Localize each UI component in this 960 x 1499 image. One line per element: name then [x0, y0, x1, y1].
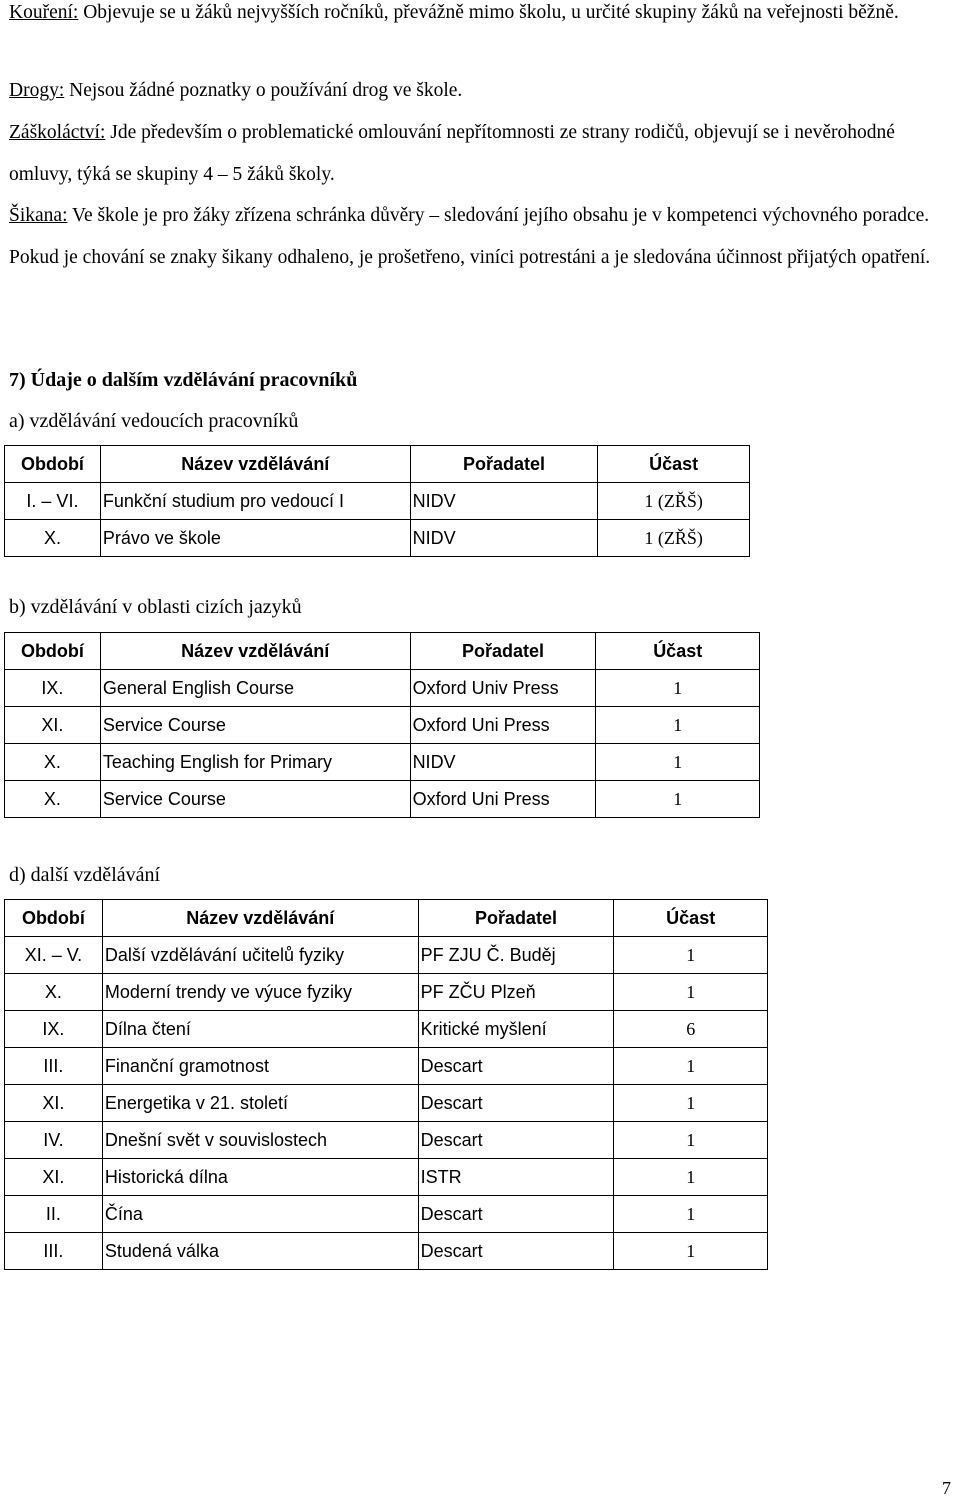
header-period: Období: [5, 446, 101, 483]
label-drogy: Drogy:: [9, 80, 65, 101]
text-zaskolactvi: Jde především o problematické omlouvání nepřítomnosti ze strany rodičů, objevují se i nevěrohodné omluvy, týká se skupiny 4 – 5 žáků školy.: [9, 122, 895, 185]
cell-organizer: Descart: [418, 1233, 614, 1270]
cell-participation: 1: [614, 1085, 768, 1122]
cell-organizer: Kritické myšlení: [418, 1011, 614, 1048]
cell-participation: 6: [614, 1011, 768, 1048]
cell-organizer: NIDV: [410, 483, 598, 520]
table-row: [5, 1196, 768, 1233]
table-row: [5, 1159, 768, 1196]
cell-period: XI.: [5, 707, 101, 744]
header-period: Období: [5, 900, 103, 937]
label-zaskolactvi: Záškoláctví:: [9, 122, 106, 143]
cell-participation: 1: [614, 937, 768, 974]
header-course-name: Název vzdělávání: [100, 633, 410, 670]
cell-course-name: Další vzdělávání učitelů fyziky: [102, 937, 418, 974]
header-participation: Účast: [596, 633, 760, 670]
cell-participation: 1: [614, 1122, 768, 1159]
header-organizer: Pořadatel: [418, 900, 614, 937]
table-row: [5, 1233, 768, 1270]
header-participation: Účast: [614, 900, 768, 937]
header-course-name: Název vzdělávání: [102, 900, 418, 937]
cell-organizer: ISTR: [418, 1159, 614, 1196]
cell-course-name: Čína: [102, 1196, 418, 1233]
cell-period: XI.: [5, 1159, 103, 1196]
cell-period: X.: [5, 744, 101, 781]
cell-period: I. – VI.: [5, 483, 101, 520]
cell-period: IX.: [5, 670, 101, 707]
cell-period: IX.: [5, 1011, 103, 1048]
table-row: [5, 707, 760, 744]
table-row: [5, 781, 760, 818]
header-participation: Účast: [598, 446, 750, 483]
cell-course-name: General English Course: [100, 670, 410, 707]
header-course-name: Název vzdělávání: [100, 446, 410, 483]
cell-participation: 1: [614, 1196, 768, 1233]
cell-period: XI.: [5, 1085, 103, 1122]
table-row: [5, 937, 768, 974]
paragraph-koureni: [9, 0, 951, 34]
table-row: [5, 1048, 768, 1085]
paragraph-sikana: [9, 195, 951, 278]
table-row: [5, 744, 760, 781]
cell-participation: 1: [596, 670, 760, 707]
cell-participation: 1: [614, 1233, 768, 1270]
header-organizer: Pořadatel: [410, 633, 596, 670]
cell-participation: 1: [596, 781, 760, 818]
cell-period: III.: [5, 1233, 103, 1270]
cell-participation: 1: [614, 974, 768, 1011]
cell-participation: 1: [596, 707, 760, 744]
cell-course-name: Dílna čtení: [102, 1011, 418, 1048]
cell-course-name: Studená válka: [102, 1233, 418, 1270]
label-koureni: Kouření:: [9, 2, 79, 23]
paragraph-drogy: [9, 70, 951, 112]
cell-period: IV.: [5, 1122, 103, 1159]
header-period: Období: [5, 633, 101, 670]
header-organizer: Pořadatel: [410, 446, 598, 483]
table-header-row: [5, 446, 750, 483]
table-further-training: [4, 899, 768, 1270]
table-leadership-training: [4, 445, 750, 557]
cell-course-name: Energetika v 21. století: [102, 1085, 418, 1122]
cell-period: III.: [5, 1048, 103, 1085]
cell-participation: 1: [614, 1048, 768, 1085]
text-koureni: Objevuje se u žáků nejvyšších ročníků, převážně mimo školu, u určité skupiny žáků na veřejnosti běžně.: [78, 2, 899, 23]
table-header-row: [5, 633, 760, 670]
cell-course-name: Moderní trendy ve výuce fyziky: [102, 974, 418, 1011]
cell-course-name: Funkční studium pro vedoucí I: [100, 483, 410, 520]
paragraph-zaskolactvi: [9, 112, 951, 195]
text-sikana: Ve škole je pro žáky zřízena schránka důvěry – sledování jejího obsahu je v kompetenci výchovného poradce. Pokud je chování se znaky šikany odhaleno, je prošetřeno, viníci potrestáni a je sledována účinnost přijatých opatření.: [9, 205, 931, 268]
cell-course-name: Service Course: [100, 781, 410, 818]
table-header-row: [5, 900, 768, 937]
page-number: 7: [942, 1478, 951, 1498]
subheading-b: b) vzdělávání v oblasti cizích jazyků: [9, 596, 302, 618]
cell-course-name: Teaching English for Primary: [100, 744, 410, 781]
cell-organizer: Descart: [418, 1196, 614, 1233]
cell-course-name: Service Course: [100, 707, 410, 744]
table-row: [5, 483, 750, 520]
cell-participation: 1: [614, 1159, 768, 1196]
cell-period: X.: [5, 781, 101, 818]
cell-organizer: Oxford Univ Press: [410, 670, 596, 707]
table-row: [5, 670, 760, 707]
table-language-training: [4, 632, 760, 818]
cell-period: X.: [5, 520, 101, 557]
cell-organizer: Descart: [418, 1085, 614, 1122]
label-sikana: Šikana:: [9, 205, 68, 226]
cell-organizer: Descart: [418, 1048, 614, 1085]
text-drogy: Nejsou žádné poznatky o používání drog ve škole.: [64, 80, 463, 101]
cell-period: XI. – V.: [5, 937, 103, 974]
cell-course-name: Finanční gramotnost: [102, 1048, 418, 1085]
subheading-a: a) vzdělávání vedoucích pracovníků: [9, 410, 299, 432]
table-row: [5, 1011, 768, 1048]
cell-course-name: Historická dílna: [102, 1159, 418, 1196]
subheading-d: d) další vzdělávání: [9, 864, 161, 886]
section-title: 7) Údaje o dalším vzdělávání pracovníků: [9, 369, 358, 391]
table-row: [5, 974, 768, 1011]
cell-period: X.: [5, 974, 103, 1011]
cell-organizer: NIDV: [410, 744, 596, 781]
cell-participation: 1 (ZŘŠ): [598, 520, 750, 557]
cell-organizer: Oxford Uni Press: [410, 707, 596, 744]
cell-organizer: PF ZJU Č. Buděj: [418, 937, 614, 974]
cell-organizer: PF ZČU Plzeň: [418, 974, 614, 1011]
cell-course-name: Právo ve škole: [100, 520, 410, 557]
cell-organizer: Oxford Uni Press: [410, 781, 596, 818]
cell-course-name: Dnešní svět v souvislostech: [102, 1122, 418, 1159]
cell-participation: 1 (ZŘŠ): [598, 483, 750, 520]
cell-period: II.: [5, 1196, 103, 1233]
cell-participation: 1: [596, 744, 760, 781]
table-row: [5, 520, 750, 557]
table-row: [5, 1085, 768, 1122]
cell-organizer: Descart: [418, 1122, 614, 1159]
cell-organizer: NIDV: [410, 520, 598, 557]
table-row: [5, 1122, 768, 1159]
